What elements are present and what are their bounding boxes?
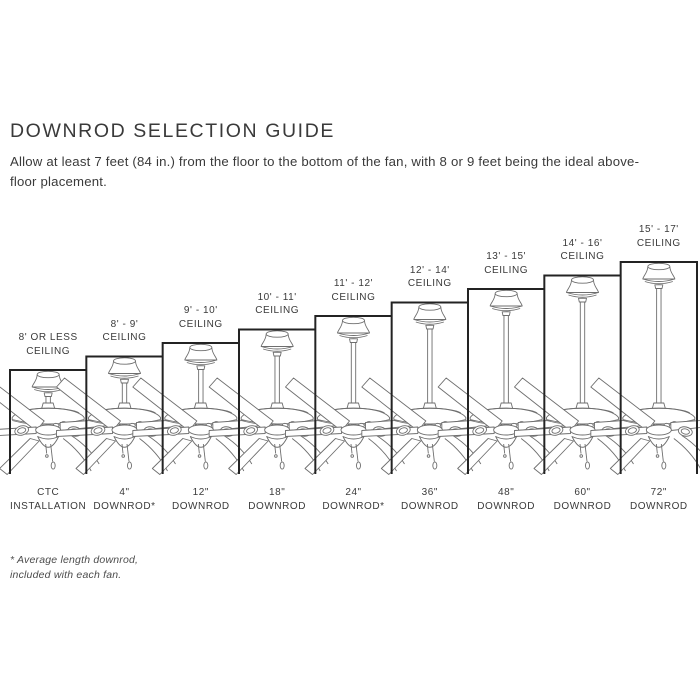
light-bowl <box>267 437 288 448</box>
pull-chain-fob <box>198 455 201 458</box>
canopy-cap <box>37 371 59 377</box>
downrod-size-label: 72" DOWNROD <box>629 487 688 512</box>
pull-chain-fob <box>662 462 666 469</box>
downrod-size-label: 4" DOWNROD* <box>93 487 156 512</box>
fan-blade <box>0 439 39 475</box>
pull-chain-fob <box>433 462 437 469</box>
page-title: DOWNROD SELECTION GUIDE <box>10 120 335 142</box>
downrod <box>657 289 661 404</box>
pull-chain-fob <box>509 462 513 469</box>
canopy-cap <box>648 263 670 269</box>
canopy-cap <box>113 358 135 364</box>
downrod <box>275 356 279 403</box>
ceiling-fan-illustration <box>514 277 654 475</box>
downrod <box>199 370 203 404</box>
ceiling-height-label: 8' OR LESS CEILING <box>18 332 78 357</box>
intro-text: Allow at least 7 feet (84 in.) from the floor to the bottom of the fan, with 8 or 9 feet being the ideal above-floor placement. <box>10 154 640 189</box>
downrod <box>351 343 355 404</box>
pull-chain-fob <box>204 462 208 469</box>
light-bowl <box>648 437 669 448</box>
pull-chain-fob <box>504 455 507 458</box>
ceiling-height-label: 11' - 12' CEILING <box>331 278 376 303</box>
downrod-size-label: 18" DOWNROD <box>248 487 307 512</box>
downrod-size-label: 12" DOWNROD <box>171 487 230 512</box>
downrod-size-label: 60" DOWNROD <box>553 487 612 512</box>
pull-chain-fob <box>275 455 278 458</box>
canopy-cap <box>190 344 212 350</box>
canopy-cap <box>342 317 364 323</box>
pull-chain-fob <box>656 455 659 458</box>
light-bowl <box>114 437 135 448</box>
pull-chain-fob <box>127 462 131 469</box>
pull-chain-fob <box>580 455 583 458</box>
light-bowl <box>190 437 211 448</box>
light-bowl <box>38 437 59 448</box>
pull-chain-fob <box>351 455 354 458</box>
footnote-line2: included with each fan. <box>10 568 122 581</box>
light-bowl <box>419 437 440 448</box>
ceiling-fan-illustration <box>591 263 700 474</box>
footnote-line1: * Average length downrod, <box>10 554 139 566</box>
ceiling-height-label: 15' - 17' CEILING <box>636 224 681 249</box>
downrod-size-label: 36" DOWNROD <box>400 487 459 512</box>
light-bowl <box>496 437 517 448</box>
downrod-size-label: 48" DOWNROD <box>477 487 536 512</box>
canopy-cap <box>419 304 441 310</box>
footnote <box>10 553 138 582</box>
pull-chain-fob <box>51 462 55 469</box>
downrod <box>46 397 50 404</box>
pull-chain-fob <box>585 462 589 469</box>
ceiling-height-label: 12' - 14' CEILING <box>407 264 452 289</box>
light-bowl <box>572 437 593 448</box>
downrod <box>122 383 126 403</box>
downrod-size-label: 24" DOWNROD* <box>322 487 385 512</box>
pull-chain-fob <box>46 455 49 458</box>
ceiling-height-label: 14' - 16' CEILING <box>560 237 605 262</box>
pull-chain-fob <box>122 455 125 458</box>
ceiling-height-label: 10' - 11' CEILING <box>255 291 300 316</box>
ceiling-height-label: 8' - 9' CEILING <box>102 318 147 343</box>
canopy-cap <box>495 290 517 296</box>
pull-chain-fob <box>280 462 284 469</box>
ceiling-height-label: 9' - 10' CEILING <box>178 305 223 330</box>
downrod <box>428 329 432 403</box>
canopy-cap <box>266 331 288 337</box>
light-bowl <box>343 437 364 448</box>
pull-chain-fob <box>356 462 360 469</box>
downrod <box>580 302 584 403</box>
ceiling-height-label: 13' - 15' CEILING <box>484 251 529 276</box>
canopy-cap <box>571 277 593 283</box>
downrod <box>504 316 508 404</box>
downrod-size-label: CTC INSTALLATION <box>10 487 87 512</box>
pull-chain-fob <box>427 455 430 458</box>
